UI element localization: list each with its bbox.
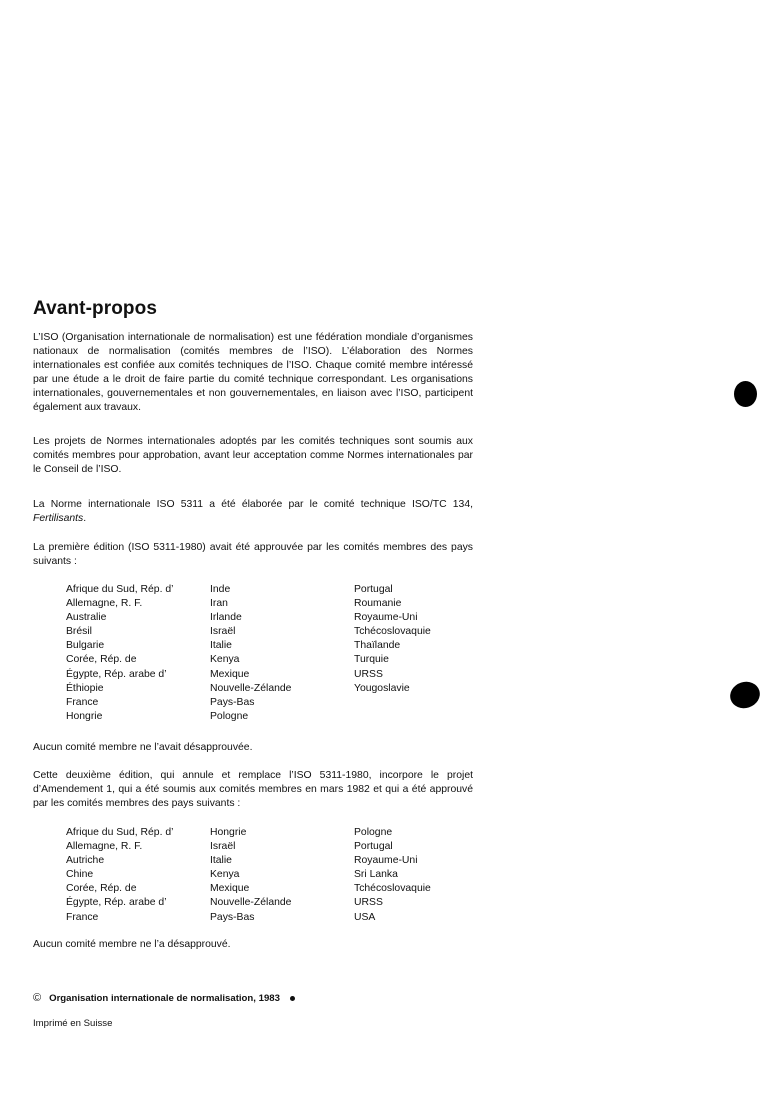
country-name: Bulgarie bbox=[66, 640, 105, 652]
country-name: Afrique du Sud, Rép. d’ bbox=[66, 827, 174, 838]
country-name: Tchécoslovaquie bbox=[354, 626, 431, 638]
country-name: Pologne bbox=[210, 710, 249, 722]
country-name: Pologne bbox=[354, 827, 393, 838]
bullet-icon bbox=[290, 996, 295, 1001]
country-name: Allemagne, R. F. bbox=[66, 841, 143, 853]
copyright-line bbox=[33, 992, 295, 1004]
first-edition-country-list bbox=[66, 583, 486, 724]
country-name: URSS bbox=[354, 897, 383, 909]
country-name: France bbox=[66, 911, 99, 923]
country-column-3 bbox=[354, 583, 486, 724]
country-column-2 bbox=[210, 583, 354, 724]
country-name: Israël bbox=[210, 841, 236, 853]
country-name: Nouvelle-Zélande bbox=[210, 897, 292, 909]
country-name: Irlande bbox=[210, 612, 242, 624]
country-name: Éthiopie bbox=[66, 682, 104, 694]
elaboration-text: La Norme internationale ISO 5311 a été élaborée par le comité technique ISO/TC 134, bbox=[33, 499, 473, 510]
country-name: Portugal bbox=[354, 841, 393, 853]
country-name: Portugal bbox=[354, 584, 393, 595]
copyright-icon: © bbox=[33, 992, 42, 1004]
country-name: Afrique du Sud, Rép. d’ bbox=[66, 584, 174, 595]
country-name: Égypte, Rép. arabe d’ bbox=[66, 668, 167, 680]
country-name: USA bbox=[354, 911, 376, 923]
country-name: Roumanie bbox=[354, 598, 402, 610]
country-column-1 bbox=[66, 583, 210, 724]
punch-hole-mark-bottom bbox=[727, 678, 763, 712]
country-name: Corée, Rép. de bbox=[66, 654, 137, 666]
country-name: Italie bbox=[210, 855, 232, 867]
country-name: Nouvelle-Zélande bbox=[210, 682, 292, 694]
punch-hole-mark-top bbox=[734, 381, 757, 407]
country-name: Australie bbox=[66, 612, 107, 624]
country-name: Autriche bbox=[66, 855, 105, 867]
page-title: Avant-propos bbox=[33, 298, 157, 319]
country-name: Italie bbox=[210, 640, 232, 652]
country-name: Sri Lanka bbox=[354, 869, 398, 881]
country-name: Iran bbox=[210, 598, 228, 610]
country-name: Mexique bbox=[210, 883, 250, 895]
country-name: Yougoslavie bbox=[354, 682, 410, 694]
country-name: Kenya bbox=[210, 869, 240, 881]
country-name: Tchécoslovaquie bbox=[354, 883, 431, 895]
paragraph-no-disapproval-2: Aucun comité membre ne l’a désapprouvé. bbox=[33, 939, 231, 950]
country-name: Hongrie bbox=[66, 710, 103, 722]
committee-name: Fertilisants bbox=[33, 513, 84, 525]
country-column-1 bbox=[66, 826, 210, 925]
country-column-2 bbox=[210, 826, 354, 925]
country-name: Brésil bbox=[66, 626, 92, 638]
country-column-3 bbox=[354, 826, 486, 925]
paragraph-iso-intro: L’ISO (Organisation internationale de normalisation) est une fédération mondiale d’organismes nationaux de normalisation (comités membres de l’ISO). L’élaboration des Normes internationales est confiée aux comités techniques de l’ISO. Chaque comité membre intéressé par une étude a le droit de faire partie du comité technique correspondant. Les organisations internationales, gouvernementales et non gouvernementales, en liaison avec l’ISO, participent également aux travaux. bbox=[33, 332, 473, 414]
country-name: Israël bbox=[210, 626, 236, 638]
country-name: Kenya bbox=[210, 654, 240, 666]
paragraph-drafts: Les projets de Normes internationales adoptés par les comités techniques sont soumis aux comités membres pour approbation, avant leur acceptation comme Normes internationales par le Conseil de l’ISO. bbox=[33, 436, 473, 476]
country-name: Égypte, Rép. arabe d’ bbox=[66, 897, 167, 909]
country-name: Pays-Bas bbox=[210, 696, 255, 708]
paragraph-second-edition: Cette deuxième édition, qui annule et remplace l’ISO 5311-1980, incorpore le projet d’Amendement 1, qui a été soumis aux comités membres en mars 1982 et qui a été approuvé par les comités membres des pays suivants : bbox=[33, 770, 473, 810]
country-name: Corée, Rép. de bbox=[66, 883, 137, 895]
country-name: Royaume-Uni bbox=[354, 612, 418, 624]
paragraph-elaboration bbox=[33, 498, 473, 526]
country-name: URSS bbox=[354, 668, 383, 680]
country-name: Hongrie bbox=[210, 827, 247, 838]
elaboration-end: . bbox=[83, 513, 87, 525]
country-name: Chine bbox=[66, 869, 94, 881]
country-name: Allemagne, R. F. bbox=[66, 598, 143, 610]
country-name: Inde bbox=[210, 584, 231, 595]
second-edition-country-list bbox=[66, 826, 486, 925]
country-name: Royaume-Uni bbox=[354, 855, 418, 867]
paragraph-no-disapproval-1: Aucun comité membre ne l’avait désapprouvée. bbox=[33, 742, 253, 753]
paragraph-first-edition: La première édition (ISO 5311-1980) avait été approuvée par les comités membres des pays suivants : bbox=[33, 542, 473, 568]
copyright-text: Organisation internationale de normalisation, 1983 bbox=[49, 992, 280, 1004]
printed-in: Imprimé en Suisse bbox=[33, 1018, 113, 1029]
country-name: Thaïlande bbox=[354, 640, 401, 652]
country-name: France bbox=[66, 696, 99, 708]
country-name: Turquie bbox=[354, 654, 389, 666]
country-name: Mexique bbox=[210, 668, 250, 680]
country-name: Pays-Bas bbox=[210, 911, 255, 923]
